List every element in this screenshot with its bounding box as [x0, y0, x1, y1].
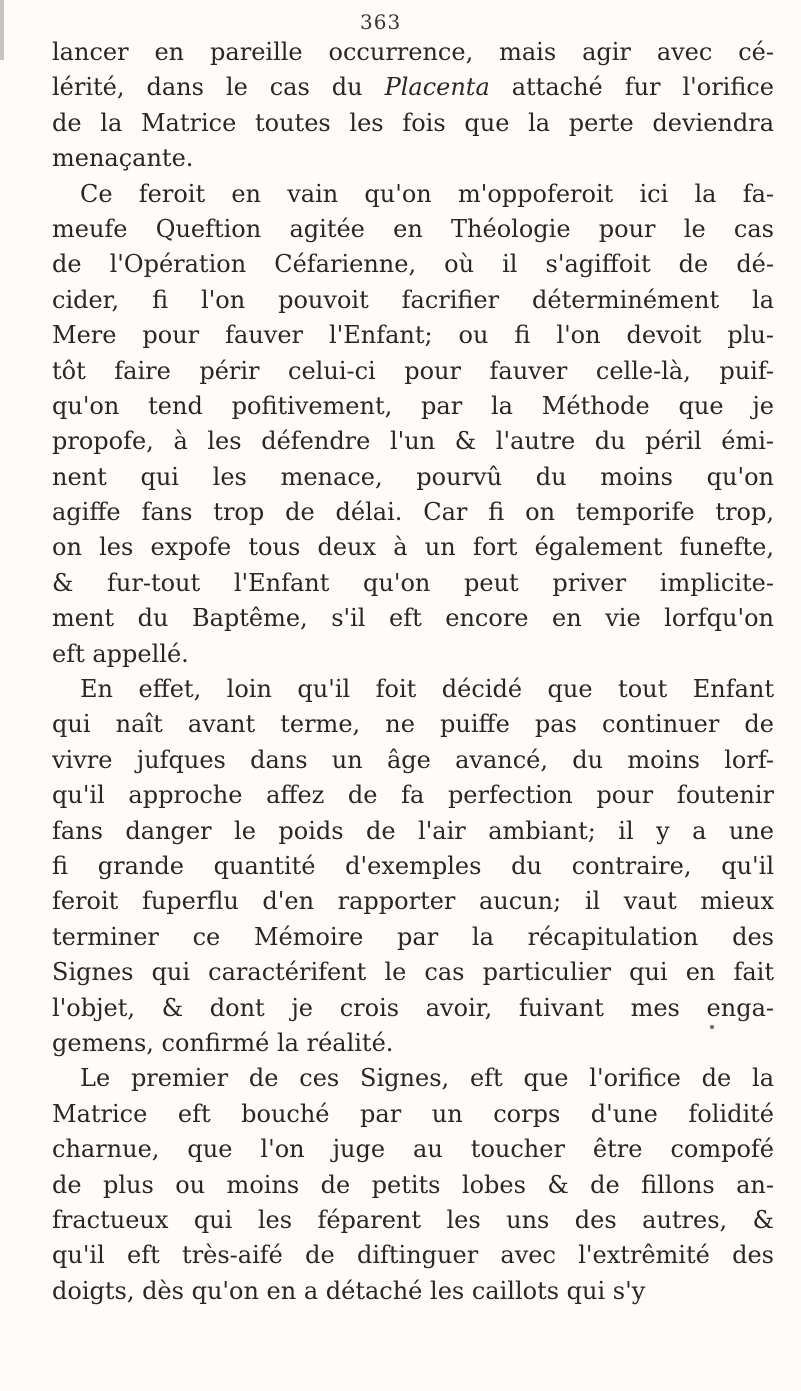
text-line-content: ment du Baptême, s'il eft encore en vie lorfqu'on — [52, 604, 774, 633]
text-line-content: meufe Queftion agitée en Théologie pour le cas — [52, 214, 774, 243]
text-line — [52, 814, 774, 849]
text-line — [52, 283, 774, 318]
text-line — [52, 1274, 774, 1309]
text-line-content: tôt faire périr celui-ci pour fauver celle-là, puif- — [52, 356, 774, 385]
text-line — [52, 637, 774, 672]
text-line-content: qu'il approche affez de fa perfection pour foutenir — [52, 781, 774, 810]
text-line-content: Matrice eft bouché par un corps d'une folidité — [52, 1099, 774, 1128]
text-line — [52, 601, 774, 636]
text-line-content: eft appellé. — [52, 639, 189, 668]
text-line-content: terminer ce Mémoire par la récapitulation des — [52, 922, 774, 951]
text-line-content: de l'Opération Céfarienne, où il s'agiffoit de dé- — [52, 250, 774, 279]
text-line — [52, 920, 774, 955]
text-line-content: fans danger le poids de l'air ambiant; il y a une — [52, 816, 774, 845]
text-line — [52, 743, 774, 778]
text-line-content: propofe, à les défendre l'un & l'autre du péril émi- — [52, 427, 774, 456]
text-line-content: Mere pour fauver l'Enfant; ou fi l'on devoit plu- — [52, 321, 774, 350]
text-line — [52, 70, 774, 105]
text-line-content: l'objet, & dont je crois avoir, fuivant mes enga- — [52, 993, 774, 1022]
text-line — [52, 177, 774, 212]
text-line-content: & fur-tout l'Enfant qu'on peut priver implicite- — [52, 568, 774, 597]
text-line-content: de la Matrice toutes les fois que la perte deviendra — [52, 108, 774, 137]
text-line — [52, 389, 774, 424]
text-line-content: qu'il eft très-aifé de diftinguer avec l'extrêmité des — [52, 1241, 774, 1270]
text-line — [52, 212, 774, 247]
text-line-content: charnue, que l'on juge au toucher être compofé — [52, 1135, 774, 1164]
text-line-content: gemens, confirmé la réalité. — [52, 1028, 394, 1057]
text-line — [52, 707, 774, 742]
page-number: 363 — [360, 10, 402, 34]
text-line-content: Le premier de ces Signes, eft que l'orifice de la — [80, 1064, 774, 1093]
text-line — [52, 884, 774, 919]
text-line-content: fractueux qui les féparent les uns des autres, & — [52, 1205, 774, 1234]
text-line-content: vivre jufques dans un âge avancé, du moins lorf- — [52, 745, 774, 774]
text-line — [52, 1238, 774, 1273]
ink-speck — [710, 1025, 714, 1029]
text-line-content: fi grande quantité d'exemples du contraire, qu'il — [52, 851, 774, 880]
text-line — [52, 141, 774, 176]
text-line-content: Ce feroit en vain qu'on m'oppoferoit ici la fa- — [80, 179, 774, 208]
text-line — [52, 318, 774, 353]
italic-term: Placenta — [384, 73, 490, 102]
text-line — [52, 354, 774, 389]
body-text — [52, 35, 774, 1309]
text-line-content: Signes qui caractérifent le cas particulier qui en fait — [52, 958, 774, 987]
text-line-content: lérité, dans le cas du — [52, 73, 385, 102]
text-line — [52, 247, 774, 282]
text-line — [52, 495, 774, 530]
text-line-content: de plus ou moins de petits lobes & de fillons an- — [52, 1170, 774, 1199]
text-line — [52, 530, 774, 565]
text-line — [52, 35, 774, 70]
text-line-content: on les expofe tous deux à un fort également funefte, — [52, 533, 774, 562]
text-line — [52, 566, 774, 601]
text-line-content: qui naît avant terme, ne puiffe pas continuer de — [52, 710, 774, 739]
text-line — [52, 672, 774, 707]
text-line — [52, 1097, 774, 1132]
text-line — [52, 460, 774, 495]
page-edge-mark — [0, 0, 4, 60]
text-line-content: feroit fuperflu d'en rapporter aucun; il vaut mieux — [52, 887, 774, 916]
text-line-content: doigts, dès qu'on en a détaché les caillots qui s'y — [52, 1276, 646, 1305]
text-line — [52, 1061, 774, 1096]
text-line-content: lancer en pareille occurrence, mais agir avec cé- — [52, 38, 774, 66]
text-line-content: menaçante. — [52, 144, 194, 173]
text-line-content: qu'on tend pofitivement, par la Méthode que je — [52, 391, 774, 420]
text-line-continuation: attaché fur l'orifice — [489, 73, 774, 102]
text-line — [52, 1203, 774, 1238]
text-line — [52, 849, 774, 884]
text-line — [52, 991, 774, 1026]
text-line — [52, 1026, 774, 1061]
text-line-content: En effet, loin qu'il foit décidé que tout Enfant — [80, 675, 774, 704]
text-line — [52, 1168, 774, 1203]
text-line — [52, 955, 774, 990]
text-line-content: cider, fi l'on pouvoit facrifier déterminément la — [52, 285, 774, 314]
text-line — [52, 106, 774, 141]
text-line — [52, 424, 774, 459]
text-line-content: agiffe fans trop de délai. Car fi on temporife trop, — [52, 498, 774, 527]
text-line — [52, 778, 774, 813]
text-line-content: nent qui les menace, pourvû du moins qu'on — [52, 462, 774, 491]
text-line — [52, 1132, 774, 1167]
